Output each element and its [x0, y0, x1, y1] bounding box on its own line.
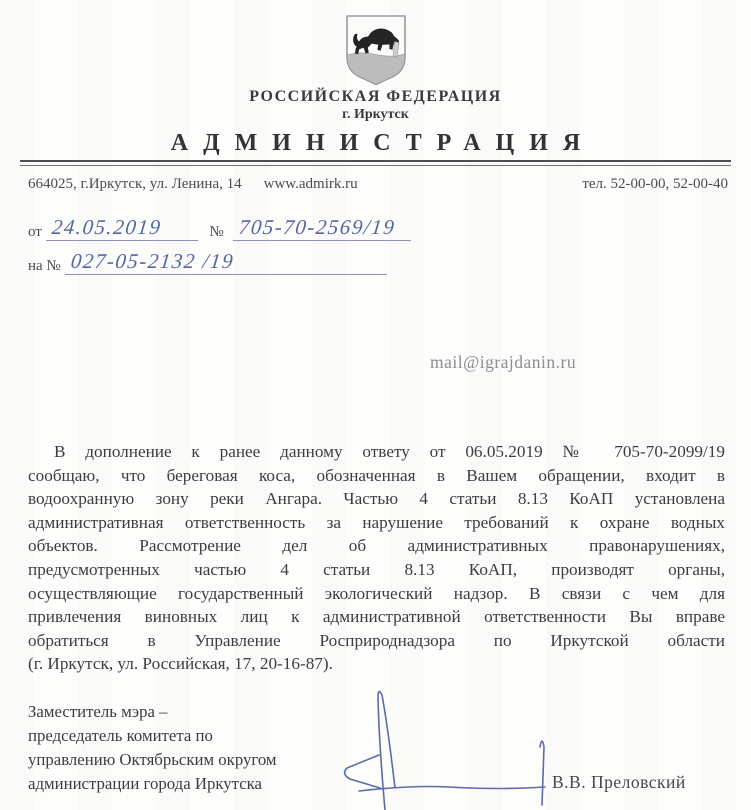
- body-line: обратиться в Управление Росприроднадзора по Иркутской области: [28, 630, 725, 650]
- signer-position-line: управлению Октябрьским округом: [28, 750, 277, 769]
- signer-position-line: председатель комитета по: [28, 726, 213, 745]
- postal-address: 664025, г.Иркутск, ул. Ленина, 14: [28, 176, 242, 192]
- ref-number-underline: [233, 216, 411, 241]
- country-name: РОССИЙСКАЯ ФЕДЕРАЦИЯ: [249, 88, 502, 105]
- ref-number-handwritten: 705-70-2569/19: [238, 215, 398, 239]
- ref-reply-underline: [65, 250, 387, 275]
- body-line: объектов. Рассмотрение дел об административных правонарушениях,: [28, 536, 725, 556]
- signature-stroke: [378, 691, 395, 810]
- body-line: водоохранную зону реки Ангара. Частью 4 статьи 8.13 КоАП установлена: [28, 489, 725, 509]
- city-name: г. Иркутск: [342, 107, 409, 122]
- contact-row: [28, 176, 728, 193]
- ref-date-handwritten: 24.05.2019: [50, 215, 163, 239]
- ref-date-underline: [46, 216, 198, 241]
- recipient-email: mail@igrajdanin.ru: [430, 352, 577, 372]
- body-line: осуществляющие государственный экологический надзор. В связи с чем для: [28, 583, 725, 603]
- phone-numbers: тел. 52-00-00, 52-00-40: [582, 176, 728, 192]
- signature-stroke: [359, 787, 545, 792]
- ref-row-outgoing: [28, 216, 411, 241]
- signer-position-line: администрации города Иркутска: [28, 774, 262, 793]
- header-double-rule: [20, 160, 731, 166]
- ground-mound: [347, 53, 405, 85]
- signer-name: В.В. Преловский: [552, 772, 686, 792]
- ref-from-label: от: [28, 224, 42, 240]
- ref-row-incoming: [28, 250, 387, 275]
- ref-reply-handwritten: 027-05-2132 /19: [69, 249, 235, 273]
- body-line: сообщаю, что береговая коса, обозначенная в Вашем обращении, входит в: [28, 465, 725, 485]
- body-paragraph: [28, 440, 725, 676]
- body-line: В дополнение к ранее данному ответу от 06.05.2019 № 705-70-2099/19: [54, 442, 725, 461]
- ref-number-label: №: [209, 224, 224, 240]
- body-line: административная ответственность за нарушение требований к охране водных: [28, 512, 725, 532]
- signature-stroke: [540, 741, 544, 805]
- body-line: предусмотренных частью 4 статьи 8.13 КоАП, производят органы,: [28, 559, 725, 579]
- organization-name: АДМИНИСТРАЦИЯ: [170, 130, 596, 156]
- body-line: привлечения виновных лиц к административной ответственности Вы вправе: [28, 607, 725, 627]
- contact-left: [28, 176, 380, 193]
- signature-stroke: [345, 755, 380, 788]
- signer-position: [28, 700, 277, 796]
- website: www.admirk.ru: [263, 176, 358, 192]
- body-line: (г. Иркутск, ул. Российская, 17, 20-16-87).: [28, 654, 333, 674]
- handwritten-signature: [333, 683, 563, 810]
- signer-position-line: Заместитель мэра –: [28, 702, 168, 721]
- ref-reply-label: на №: [28, 258, 61, 274]
- irkutsk-coat-of-arms: [342, 14, 410, 86]
